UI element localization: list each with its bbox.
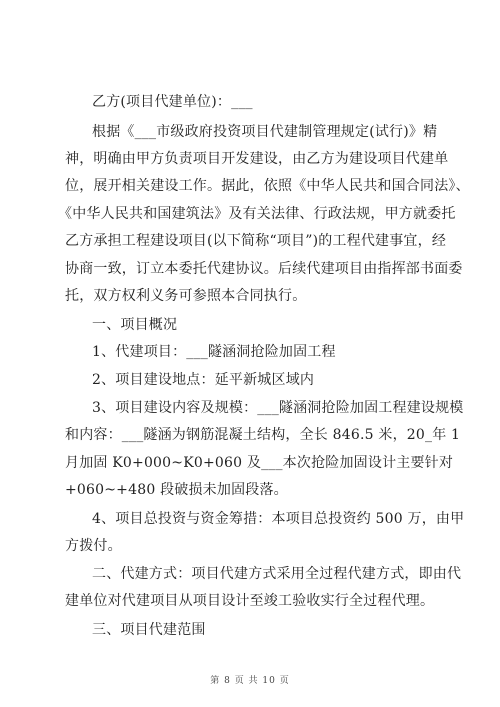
project-location-line: 2、项目建设地点：延平新城区域内 [92, 372, 315, 388]
section-1-heading: 一、项目概况 [92, 317, 178, 333]
intro-paragraph-line-7: 托，双方权利义务可参照本合同执行。 [65, 288, 307, 304]
section-2-line-2: 建单位对代建项目从项目设计至竣工验收实行全过程代理。 [65, 593, 435, 609]
investment-line-1: 4、项目总投资与资金筹措：本项目总投资约 500 万，由甲 [92, 511, 465, 527]
project-scope-line-4: +060~+480 段破损未加固段落。 [65, 482, 288, 498]
intro-paragraph-line-6: 协商一致，订立本委托代建协议。后续代建项目由指挥部书面委 [65, 261, 463, 277]
section-3-heading: 三、项目代建范围 [92, 622, 206, 638]
intro-paragraph-line-3: 位，展开相关建设工作。据此，依照《中华人民共和国合同法》、 [65, 178, 470, 194]
intro-paragraph-line-2: 神，明确由甲方负责项目开发建设，由乙方为建设项目代建单 [65, 151, 449, 167]
project-scope-line-2: 和内容：___隧涵为钢筋混凝土结构，全长 846.5 米，20_年 1 [65, 427, 461, 443]
intro-paragraph-line-5: 乙方承担工程建设项目(以下简称“项目”)的工程代建事宜，经 [65, 233, 447, 249]
page-number-footer: 第 8 页 共 10 页 [210, 676, 290, 686]
project-name-line: 1、代建项目：___隧涵洞抢险加固工程 [92, 344, 336, 360]
party-b-line: 乙方(项目代建单位)：___ [92, 94, 253, 110]
intro-paragraph-line-4: 《中华人民共和国建筑法》及有关法律、行政法规，甲方就委托 [58, 206, 456, 222]
intro-paragraph-line-1: 根据《___市级政府投资项目代建制管理规定(试行)》精 [92, 124, 438, 140]
section-2-line-1: 二、代建方式：项目代建方式采用全过程代建方式，即由代 [92, 566, 462, 582]
investment-line-2: 方拨付。 [65, 538, 122, 554]
project-scope-line-1: 3、项目建设内容及规模：___隧涵洞抢险加固工程建设规模 [92, 400, 464, 416]
project-scope-line-3: 月加固 K0+000~K0+060 及___本次抢险加固设计主要针对 [65, 455, 454, 471]
